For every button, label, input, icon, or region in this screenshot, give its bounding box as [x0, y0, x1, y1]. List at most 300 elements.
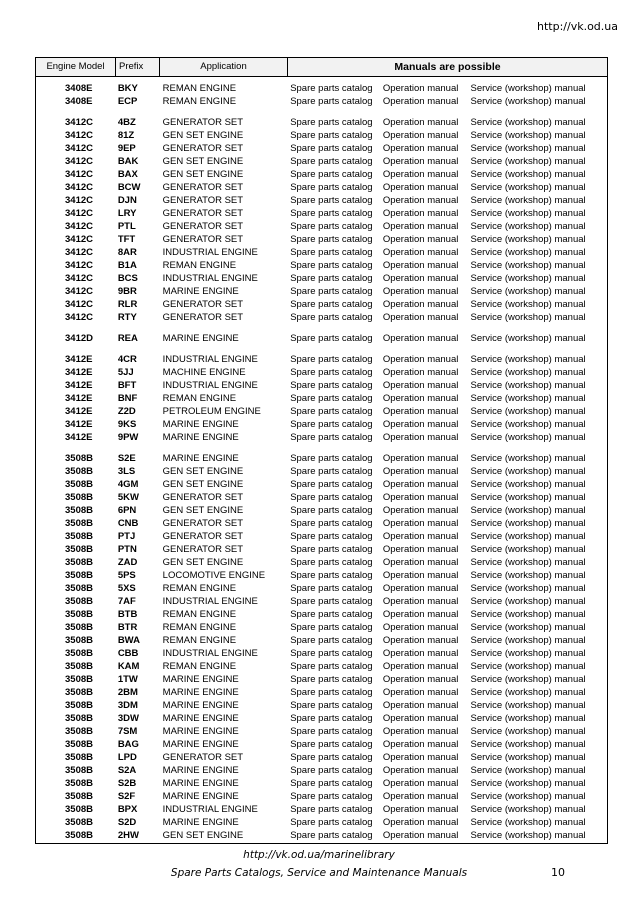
- service-manual-cell: Service (workshop) manual: [470, 117, 586, 128]
- operation-manual-cell: Operation manual: [382, 700, 459, 711]
- application-cell: INDUSTRIAL ENGINE: [162, 596, 258, 607]
- prefix-cell: BFT: [117, 380, 137, 391]
- table-row: [36, 155, 607, 168]
- engine-model-cell: 3508B: [65, 726, 93, 737]
- operation-manual-cell: Operation manual: [382, 221, 459, 232]
- engine-model-cell: 3508B: [65, 791, 93, 802]
- engine-model-cell: 3412D: [65, 333, 93, 344]
- service-manual-cell: Service (workshop) manual: [470, 354, 586, 365]
- spare-parts-catalog-cell: Spare parts catalog: [290, 195, 373, 206]
- prefix-cell: BAG: [117, 739, 139, 750]
- engine-model-cell: 3412C: [65, 169, 93, 180]
- service-manual-cell: Service (workshop) manual: [470, 130, 586, 141]
- table-row: [36, 816, 607, 829]
- spare-parts-catalog-cell: Spare parts catalog: [290, 622, 373, 633]
- table-row: [36, 725, 607, 738]
- spare-parts-catalog-cell: Spare parts catalog: [290, 83, 373, 94]
- table-row: [36, 116, 607, 129]
- spare-parts-catalog-cell: Spare parts catalog: [290, 156, 373, 167]
- table-row: [36, 647, 607, 660]
- service-manual-cell: Service (workshop) manual: [470, 544, 586, 555]
- prefix-cell: 4CR: [117, 354, 137, 365]
- spare-parts-catalog-cell: Spare parts catalog: [290, 182, 373, 193]
- operation-manual-cell: Operation manual: [382, 765, 459, 776]
- service-manual-cell: Service (workshop) manual: [470, 299, 586, 310]
- spare-parts-catalog-cell: Spare parts catalog: [290, 354, 373, 365]
- operation-manual-cell: Operation manual: [382, 393, 459, 404]
- service-manual-cell: Service (workshop) manual: [470, 687, 586, 698]
- service-manual-cell: Service (workshop) manual: [470, 531, 586, 542]
- service-manual-cell: Service (workshop) manual: [470, 596, 586, 607]
- operation-manual-cell: Operation manual: [382, 143, 459, 154]
- application-cell: MARINE ENGINE: [162, 419, 239, 430]
- application-cell: MARINE ENGINE: [162, 817, 239, 828]
- prefix-cell: 2BM: [117, 687, 138, 698]
- engine-model-cell: 3508B: [65, 804, 93, 815]
- table-row: [36, 699, 607, 712]
- application-cell: REMAN ENGINE: [162, 635, 237, 646]
- application-cell: LOCOMOTIVE ENGINE: [162, 570, 266, 581]
- prefix-cell: S2A: [117, 765, 137, 776]
- prefix-cell: BNF: [117, 393, 138, 404]
- header-manuals: Manuals are possible: [287, 58, 608, 76]
- spare-parts-catalog-cell: Spare parts catalog: [290, 596, 373, 607]
- prefix-cell: RLR: [117, 299, 138, 310]
- prefix-cell: 81Z: [117, 130, 135, 141]
- table-row: [36, 621, 607, 634]
- application-cell: INDUSTRIAL ENGINE: [162, 380, 258, 391]
- table-row: [36, 285, 607, 298]
- engine-model-cell: 3412C: [65, 286, 93, 297]
- table-row: [36, 790, 607, 803]
- prefix-cell: S2F: [117, 791, 136, 802]
- table-row: [36, 556, 607, 569]
- operation-manual-cell: Operation manual: [382, 247, 459, 258]
- engine-model-cell: 3412C: [65, 299, 93, 310]
- spare-parts-catalog-cell: Spare parts catalog: [290, 260, 373, 271]
- prefix-cell: LPD: [117, 752, 137, 763]
- service-manual-cell: Service (workshop) manual: [470, 479, 586, 490]
- prefix-cell: PTJ: [117, 531, 136, 542]
- service-manual-cell: Service (workshop) manual: [470, 156, 586, 167]
- spare-parts-catalog-cell: Spare parts catalog: [290, 380, 373, 391]
- spare-parts-catalog-cell: Spare parts catalog: [290, 609, 373, 620]
- table-row: [36, 259, 607, 272]
- table-group: [36, 82, 607, 108]
- spare-parts-catalog-cell: Spare parts catalog: [290, 234, 373, 245]
- prefix-cell: ZAD: [117, 557, 138, 568]
- spare-parts-catalog-cell: Spare parts catalog: [290, 406, 373, 417]
- operation-manual-cell: Operation manual: [382, 299, 459, 310]
- table-row: [36, 95, 607, 108]
- service-manual-cell: Service (workshop) manual: [470, 635, 586, 646]
- engine-model-cell: 3508B: [65, 479, 93, 490]
- application-cell: GEN SET ENGINE: [162, 466, 244, 477]
- operation-manual-cell: Operation manual: [382, 505, 459, 516]
- application-cell: REMAN ENGINE: [162, 583, 237, 594]
- prefix-cell: Z2D: [117, 406, 136, 417]
- prefix-cell: 4BZ: [117, 117, 136, 128]
- table-row: [36, 634, 607, 647]
- table-row: [36, 332, 607, 345]
- engine-model-cell: 3508B: [65, 505, 93, 516]
- spare-parts-catalog-cell: Spare parts catalog: [290, 661, 373, 672]
- spare-parts-catalog-cell: Spare parts catalog: [290, 208, 373, 219]
- table-row: [36, 405, 607, 418]
- engine-model-cell: 3508B: [65, 453, 93, 464]
- table-body: [35, 77, 608, 844]
- application-cell: GENERATOR SET: [162, 117, 244, 128]
- footer-url[interactable]: http://vk.od.ua/marinelibrary: [243, 849, 395, 861]
- application-cell: GEN SET ENGINE: [162, 557, 244, 568]
- application-cell: MARINE ENGINE: [162, 674, 239, 685]
- application-cell: MARINE ENGINE: [162, 700, 239, 711]
- application-cell: REMAN ENGINE: [162, 622, 237, 633]
- service-manual-cell: Service (workshop) manual: [470, 333, 586, 344]
- operation-manual-cell: Operation manual: [382, 648, 459, 659]
- spare-parts-catalog-cell: Spare parts catalog: [290, 419, 373, 430]
- prefix-cell: REA: [117, 333, 138, 344]
- application-cell: GENERATOR SET: [162, 182, 244, 193]
- operation-manual-cell: Operation manual: [382, 453, 459, 464]
- prefix-cell: 9EP: [117, 143, 136, 154]
- table-row: [36, 452, 607, 465]
- engine-model-cell: 3412C: [65, 273, 93, 284]
- engine-model-cell: 3508B: [65, 492, 93, 503]
- engine-model-cell: 3508B: [65, 557, 93, 568]
- spare-parts-catalog-cell: Spare parts catalog: [290, 778, 373, 789]
- spare-parts-catalog-cell: Spare parts catalog: [290, 687, 373, 698]
- engine-model-cell: 3412E: [65, 406, 93, 417]
- prefix-cell: CBB: [117, 648, 139, 659]
- engine-model-cell: 3508B: [65, 622, 93, 633]
- service-manual-cell: Service (workshop) manual: [470, 778, 586, 789]
- engine-model-cell: 3412E: [65, 393, 93, 404]
- spare-parts-catalog-cell: Spare parts catalog: [290, 648, 373, 659]
- operation-manual-cell: Operation manual: [382, 96, 459, 107]
- table-row: [36, 712, 607, 725]
- operation-manual-cell: Operation manual: [382, 182, 459, 193]
- spare-parts-catalog-cell: Spare parts catalog: [290, 286, 373, 297]
- operation-manual-cell: Operation manual: [382, 432, 459, 443]
- operation-manual-cell: Operation manual: [382, 752, 459, 763]
- engine-model-cell: 3412C: [65, 312, 93, 323]
- table-row: [36, 168, 607, 181]
- table-row: [36, 686, 607, 699]
- prefix-cell: 6PN: [117, 505, 137, 516]
- spare-parts-catalog-cell: Spare parts catalog: [290, 466, 373, 477]
- operation-manual-cell: Operation manual: [382, 531, 459, 542]
- spare-parts-catalog-cell: Spare parts catalog: [290, 273, 373, 284]
- spare-parts-catalog-cell: Spare parts catalog: [290, 117, 373, 128]
- service-manual-cell: Service (workshop) manual: [470, 661, 586, 672]
- spare-parts-catalog-cell: Spare parts catalog: [290, 143, 373, 154]
- spare-parts-catalog-cell: Spare parts catalog: [290, 544, 373, 555]
- operation-manual-cell: Operation manual: [382, 260, 459, 271]
- operation-manual-cell: Operation manual: [382, 354, 459, 365]
- application-cell: GENERATOR SET: [162, 531, 244, 542]
- service-manual-cell: Service (workshop) manual: [470, 609, 586, 620]
- table-row: [36, 129, 607, 142]
- application-cell: MARINE ENGINE: [162, 453, 239, 464]
- prefix-cell: BTR: [117, 622, 138, 633]
- service-manual-cell: Service (workshop) manual: [470, 208, 586, 219]
- application-cell: GENERATOR SET: [162, 518, 244, 529]
- service-manual-cell: Service (workshop) manual: [470, 492, 586, 503]
- operation-manual-cell: Operation manual: [382, 380, 459, 391]
- engine-model-cell: 3412E: [65, 367, 93, 378]
- operation-manual-cell: Operation manual: [382, 273, 459, 284]
- operation-manual-cell: Operation manual: [382, 804, 459, 815]
- prefix-cell: PTN: [117, 544, 137, 555]
- application-cell: GENERATOR SET: [162, 544, 244, 555]
- engine-model-cell: 3508B: [65, 570, 93, 581]
- spare-parts-catalog-cell: Spare parts catalog: [290, 479, 373, 490]
- table-row: [36, 595, 607, 608]
- table-row: [36, 194, 607, 207]
- table-row: [36, 233, 607, 246]
- service-manual-cell: Service (workshop) manual: [470, 453, 586, 464]
- table-row: [36, 829, 607, 842]
- service-manual-cell: Service (workshop) manual: [470, 312, 586, 323]
- table-row: [36, 530, 607, 543]
- application-cell: INDUSTRIAL ENGINE: [162, 354, 258, 365]
- operation-manual-cell: Operation manual: [382, 596, 459, 607]
- table-row: [36, 379, 607, 392]
- prefix-cell: BAK: [117, 156, 139, 167]
- application-cell: INDUSTRIAL ENGINE: [162, 648, 258, 659]
- operation-manual-cell: Operation manual: [382, 234, 459, 245]
- engine-model-cell: 3412C: [65, 208, 93, 219]
- prefix-cell: S2B: [117, 778, 137, 789]
- operation-manual-cell: Operation manual: [382, 609, 459, 620]
- engine-model-cell: 3508B: [65, 648, 93, 659]
- table-group: [36, 353, 607, 444]
- prefix-cell: KAM: [117, 661, 140, 672]
- operation-manual-cell: Operation manual: [382, 661, 459, 672]
- prefix-cell: DJN: [117, 195, 137, 206]
- operation-manual-cell: Operation manual: [382, 557, 459, 568]
- prefix-cell: PTL: [117, 221, 136, 232]
- operation-manual-cell: Operation manual: [382, 726, 459, 737]
- operation-manual-cell: Operation manual: [382, 830, 459, 841]
- table-row: [36, 353, 607, 366]
- table-row: [36, 660, 607, 673]
- application-cell: GENERATOR SET: [162, 195, 244, 206]
- application-cell: MACHINE ENGINE: [162, 367, 246, 378]
- application-cell: MARINE ENGINE: [162, 432, 239, 443]
- spare-parts-catalog-cell: Spare parts catalog: [290, 518, 373, 529]
- spare-parts-catalog-cell: Spare parts catalog: [290, 432, 373, 443]
- spare-parts-catalog-cell: Spare parts catalog: [290, 830, 373, 841]
- table-group: [36, 332, 607, 345]
- spare-parts-catalog-cell: Spare parts catalog: [290, 169, 373, 180]
- spare-parts-catalog-cell: Spare parts catalog: [290, 791, 373, 802]
- operation-manual-cell: Operation manual: [382, 208, 459, 219]
- engine-model-cell: 3412C: [65, 234, 93, 245]
- prefix-cell: 9PW: [117, 432, 139, 443]
- engine-model-cell: 3412C: [65, 195, 93, 206]
- engine-model-cell: 3412E: [65, 419, 93, 430]
- engine-model-cell: 3412E: [65, 432, 93, 443]
- operation-manual-cell: Operation manual: [382, 195, 459, 206]
- prefix-cell: 3LS: [117, 466, 136, 477]
- spare-parts-catalog-cell: Spare parts catalog: [290, 739, 373, 750]
- operation-manual-cell: Operation manual: [382, 583, 459, 594]
- engine-model-cell: 3508B: [65, 661, 93, 672]
- prefix-cell: BAX: [117, 169, 138, 180]
- prefix-cell: 3DW: [117, 713, 139, 724]
- prefix-cell: BCW: [117, 182, 141, 193]
- operation-manual-cell: Operation manual: [382, 635, 459, 646]
- engine-model-cell: 3508B: [65, 713, 93, 724]
- table-group: [36, 452, 607, 842]
- engine-model-cell: 3412E: [65, 380, 93, 391]
- application-cell: MARINE ENGINE: [162, 687, 239, 698]
- service-manual-cell: Service (workshop) manual: [470, 367, 586, 378]
- spare-parts-catalog-cell: Spare parts catalog: [290, 531, 373, 542]
- service-manual-cell: Service (workshop) manual: [470, 96, 586, 107]
- service-manual-cell: Service (workshop) manual: [470, 817, 586, 828]
- prefix-cell: 5KW: [117, 492, 139, 503]
- service-manual-cell: Service (workshop) manual: [470, 182, 586, 193]
- spare-parts-catalog-cell: Spare parts catalog: [290, 453, 373, 464]
- header-engine-model: Engine Model: [35, 58, 115, 76]
- spare-parts-catalog-cell: Spare parts catalog: [290, 247, 373, 258]
- engine-model-cell: 3412C: [65, 221, 93, 232]
- spare-parts-catalog-cell: Spare parts catalog: [290, 492, 373, 503]
- operation-manual-cell: Operation manual: [382, 674, 459, 685]
- spare-parts-catalog-cell: Spare parts catalog: [290, 635, 373, 646]
- engine-model-cell: 3412C: [65, 260, 93, 271]
- service-manual-cell: Service (workshop) manual: [470, 557, 586, 568]
- prefix-cell: 5PS: [117, 570, 136, 581]
- table-row: [36, 569, 607, 582]
- engine-model-cell: 3408E: [65, 83, 93, 94]
- operation-manual-cell: Operation manual: [382, 778, 459, 789]
- operation-manual-cell: Operation manual: [382, 518, 459, 529]
- engine-model-cell: 3508B: [65, 609, 93, 620]
- footer-title: Spare Parts Catalogs, Service and Maintenance Manuals: [170, 867, 468, 879]
- engine-model-cell: 3508B: [65, 830, 93, 841]
- service-manual-cell: Service (workshop) manual: [470, 432, 586, 443]
- table-row: [36, 751, 607, 764]
- operation-manual-cell: Operation manual: [382, 466, 459, 477]
- prefix-cell: BPX: [117, 804, 138, 815]
- table-row: [36, 764, 607, 777]
- service-manual-cell: Service (workshop) manual: [470, 791, 586, 802]
- application-cell: MARINE ENGINE: [162, 778, 239, 789]
- service-manual-cell: Service (workshop) manual: [470, 505, 586, 516]
- service-manual-cell: Service (workshop) manual: [470, 195, 586, 206]
- service-manual-cell: Service (workshop) manual: [470, 570, 586, 581]
- table-row: [36, 517, 607, 530]
- table-row: [36, 142, 607, 155]
- engine-model-cell: 3508B: [65, 765, 93, 776]
- header-url[interactable]: http://vk.od.ua: [537, 20, 618, 33]
- service-manual-cell: Service (workshop) manual: [470, 143, 586, 154]
- engine-model-cell: 3508B: [65, 700, 93, 711]
- service-manual-cell: Service (workshop) manual: [470, 583, 586, 594]
- application-cell: MARINE ENGINE: [162, 726, 239, 737]
- service-manual-cell: Service (workshop) manual: [470, 648, 586, 659]
- service-manual-cell: Service (workshop) manual: [470, 674, 586, 685]
- service-manual-cell: Service (workshop) manual: [470, 804, 586, 815]
- prefix-cell: 5JJ: [117, 367, 134, 378]
- engine-model-cell: 3412C: [65, 247, 93, 258]
- header-prefix: Prefix: [115, 58, 159, 76]
- prefix-cell: 2HW: [117, 830, 139, 841]
- operation-manual-cell: Operation manual: [382, 791, 459, 802]
- application-cell: REMAN ENGINE: [162, 393, 237, 404]
- spare-parts-catalog-cell: Spare parts catalog: [290, 299, 373, 310]
- engine-model-cell: 3508B: [65, 635, 93, 646]
- engine-model-cell: 3508B: [65, 544, 93, 555]
- spare-parts-catalog-cell: Spare parts catalog: [290, 570, 373, 581]
- engine-model-cell: 3508B: [65, 817, 93, 828]
- table-row: [36, 673, 607, 686]
- operation-manual-cell: Operation manual: [382, 333, 459, 344]
- engine-model-cell: 3412E: [65, 354, 93, 365]
- application-cell: REMAN ENGINE: [162, 260, 237, 271]
- service-manual-cell: Service (workshop) manual: [470, 247, 586, 258]
- spare-parts-catalog-cell: Spare parts catalog: [290, 752, 373, 763]
- engine-model-cell: 3412C: [65, 182, 93, 193]
- engine-model-cell: 3508B: [65, 466, 93, 477]
- operation-manual-cell: Operation manual: [382, 406, 459, 417]
- engine-manuals-table: [35, 57, 608, 844]
- prefix-cell: 9KS: [117, 419, 137, 430]
- page-number: 10: [551, 866, 565, 879]
- application-cell: REMAN ENGINE: [162, 661, 237, 672]
- prefix-cell: BTB: [117, 609, 138, 620]
- table-row: [36, 311, 607, 324]
- application-cell: GEN SET ENGINE: [162, 505, 244, 516]
- prefix-cell: B1A: [117, 260, 137, 271]
- spare-parts-catalog-cell: Spare parts catalog: [290, 312, 373, 323]
- operation-manual-cell: Operation manual: [382, 117, 459, 128]
- spare-parts-catalog-cell: Spare parts catalog: [290, 221, 373, 232]
- service-manual-cell: Service (workshop) manual: [470, 466, 586, 477]
- table-group: [36, 116, 607, 324]
- application-cell: MARINE ENGINE: [162, 713, 239, 724]
- engine-model-cell: 3508B: [65, 674, 93, 685]
- spare-parts-catalog-cell: Spare parts catalog: [290, 333, 373, 344]
- service-manual-cell: Service (workshop) manual: [470, 273, 586, 284]
- table-row: [36, 82, 607, 95]
- spare-parts-catalog-cell: Spare parts catalog: [290, 583, 373, 594]
- spare-parts-catalog-cell: Spare parts catalog: [290, 130, 373, 141]
- service-manual-cell: Service (workshop) manual: [470, 700, 586, 711]
- engine-model-cell: 3412C: [65, 143, 93, 154]
- engine-model-cell: 3508B: [65, 752, 93, 763]
- operation-manual-cell: Operation manual: [382, 544, 459, 555]
- application-cell: INDUSTRIAL ENGINE: [162, 247, 258, 258]
- operation-manual-cell: Operation manual: [382, 570, 459, 581]
- service-manual-cell: Service (workshop) manual: [470, 234, 586, 245]
- prefix-cell: 7AF: [117, 596, 136, 607]
- table-row: [36, 608, 607, 621]
- operation-manual-cell: Operation manual: [382, 367, 459, 378]
- prefix-cell: S2E: [117, 453, 136, 464]
- operation-manual-cell: Operation manual: [382, 713, 459, 724]
- table-row: [36, 298, 607, 311]
- operation-manual-cell: Operation manual: [382, 169, 459, 180]
- spare-parts-catalog-cell: Spare parts catalog: [290, 726, 373, 737]
- prefix-cell: 1TW: [117, 674, 138, 685]
- table-row: [36, 465, 607, 478]
- spare-parts-catalog-cell: Spare parts catalog: [290, 367, 373, 378]
